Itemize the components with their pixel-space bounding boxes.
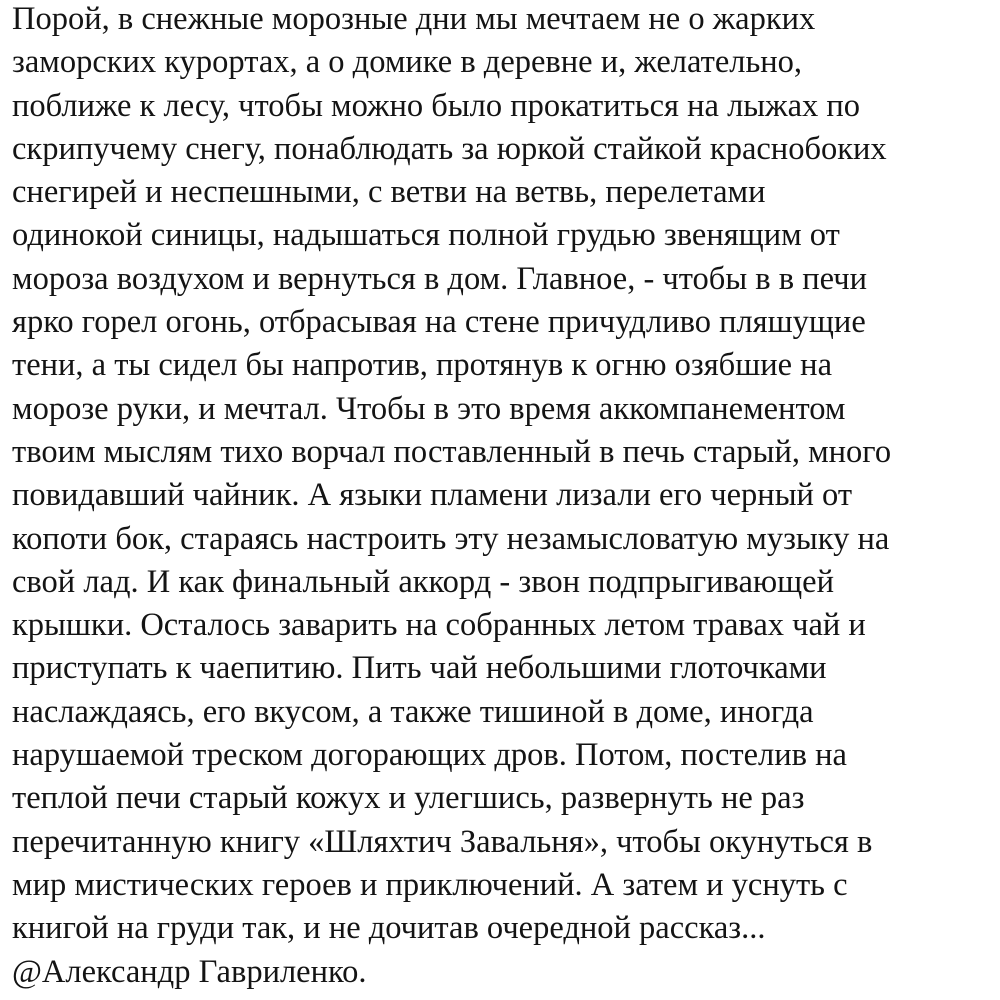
text-line: мороза воздухом и вернуться в дом. Главное, - чтобы в в печи: [12, 260, 867, 297]
text-line: приступать к чаепитию. Пить чай небольшими глоточками: [12, 650, 827, 687]
text-line: ярко горел огонь, отбрасывая на стене причудливо пляшущие: [12, 304, 866, 341]
author-signature: @Александр Гавриленко.: [12, 953, 367, 990]
text-line: перечитанную книгу «Шляхтич Завальня», чтобы окунуться в: [12, 823, 873, 860]
text-line: мир мистических героев и приключений. А затем и уснуть с: [12, 866, 848, 903]
text-line: книгой на груди так, и не дочитав очередной рассказ...: [12, 910, 766, 947]
text-line: скрипучему снегу, понаблюдать за юркой стайкой краснобоких: [12, 130, 887, 167]
text-line: морозе руки, и мечтал. Чтобы в это время аккомпанементом: [12, 390, 846, 427]
text-line: твоим мыслям тихо ворчал поставленный в печь старый, много: [12, 433, 892, 470]
text-line: поближе к лесу, чтобы можно было прокатиться на лыжах по: [12, 87, 861, 124]
text-line: повидавший чайник. А языки пламени лизали его черный от: [12, 477, 853, 514]
text-line: снегирей и неспешными, с ветви на ветвь, перелетами: [12, 174, 766, 211]
text-line: одинокой синицы, надышаться полной грудью звенящим от: [12, 217, 840, 254]
text-line: нарушаемой треском догорающих дров. Потом, постелив на: [12, 737, 847, 774]
text-line: теплой печи старый кожух и улегшись, развернуть не раз: [12, 780, 805, 817]
text-line: наслаждаясь, его вкусом, а также тишиной в доме, иногда: [12, 693, 814, 730]
document-text: [12, 0, 996, 994]
text-line: тени, а ты сидел бы напротив, протянув к огню озябшие на: [12, 347, 832, 384]
text-line: свой лад. И как финальный аккорд - звон подпрыгивающей: [12, 563, 834, 600]
text-line: копоти бок, стараясь настроить эту незамысловатую музыку на: [12, 520, 890, 557]
text-line: заморских курортах, а о домике в деревне и, желательно,: [12, 44, 803, 81]
text-line: Порой, в снежные морозные дни мы мечтаем не о жарких: [12, 1, 816, 37]
text-line: крышки. Осталось заварить на собранных летом травах чай и: [12, 607, 866, 644]
